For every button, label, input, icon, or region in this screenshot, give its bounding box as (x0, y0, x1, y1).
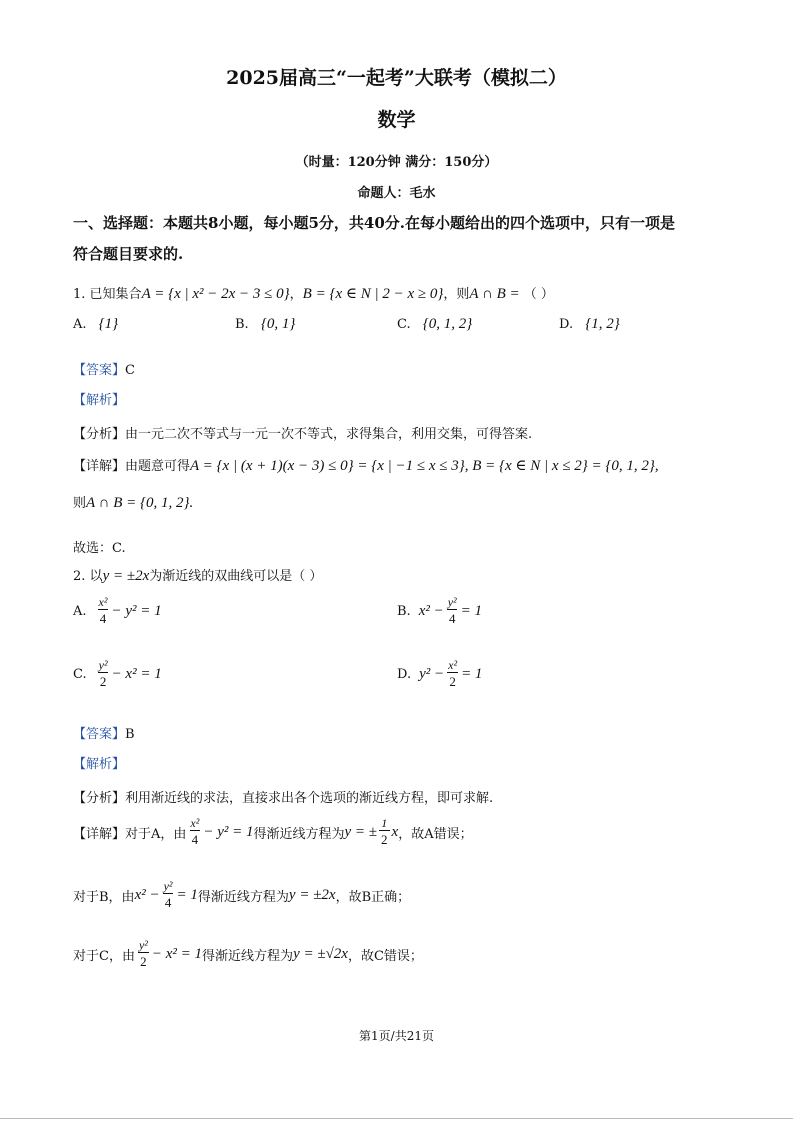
equation-math: y = ±2x (288, 886, 336, 903)
option-label: A. (73, 317, 87, 332)
question-1-answer (73, 359, 135, 378)
question-1-option-a (73, 316, 118, 333)
fraction: $\frac{\text{y²}}{2}$ (98, 658, 108, 689)
fraction: $\frac{\text{y²}}{2}$ (138, 938, 148, 969)
answer-value: B (125, 727, 135, 742)
question-1-analysis (73, 389, 125, 408)
equation-rest: − x² = 1 (111, 665, 162, 682)
option-label: C. (73, 666, 87, 682)
fraction: $\frac{\text{x²}}{2}$ (448, 658, 458, 689)
question-1-stem (73, 283, 554, 303)
detail-text: 对于A，由 (125, 826, 187, 842)
option-value: {0, 1} (260, 316, 296, 332)
answer-tag: 【答案】 (73, 363, 126, 378)
question-1-option-c (397, 316, 472, 333)
fraction: $\frac{1}{2}$ (381, 816, 388, 847)
result-text: 则 (73, 496, 87, 511)
fraction: $\frac{\text{y²}}{4}$ (447, 595, 457, 626)
question-2-fenxi (73, 787, 493, 806)
option-label: B. (235, 317, 249, 332)
detail-text: ，故B正确； (335, 889, 411, 905)
equation-lead: x² − (418, 602, 444, 619)
question-text: 以 (89, 569, 103, 584)
equation-lead: y = ± (344, 823, 378, 840)
question-2-detail-a (73, 817, 473, 847)
question-2-answer (73, 723, 135, 742)
question-1-result (73, 492, 193, 512)
option-value: {0, 1, 2} (422, 316, 473, 332)
detail-text: ，故A错误； (398, 826, 473, 842)
result-math: A ∩ B = {0, 1, 2}. (86, 495, 194, 511)
subject-title: 数学 (377, 109, 416, 131)
intersection-math: A ∩ B = (469, 286, 520, 302)
option-label: D. (397, 666, 412, 682)
equation-rest: = 1 (460, 602, 483, 619)
stem-math: y = ±2x (102, 568, 150, 584)
section-heading-line2: 符合题目要求的. (73, 245, 184, 263)
question-1-conclusion: 故选：C. (73, 541, 126, 556)
fenxi-tag: 【分析】 (73, 791, 126, 806)
question-1-detail (73, 455, 659, 475)
question-2-option-c (73, 659, 162, 689)
question-2-detail-c (73, 939, 423, 969)
fraction: $\frac{\text{x²}}{4}$ (98, 595, 108, 626)
option-value: {1, 2} (585, 316, 620, 332)
equation-tail: x (391, 823, 399, 840)
page-number: 第1页/共21页 (359, 1029, 434, 1043)
detail-text: 得渐近线方程为 (202, 948, 294, 964)
document-title: 2025届高三“一起考”大联考（模拟二） (226, 67, 567, 89)
question-2-option-a (73, 596, 162, 626)
option-value: {1} (98, 316, 119, 332)
fraction: $\frac{\text{y²}}{4}$ (163, 879, 173, 910)
question-number: 1. (73, 287, 86, 302)
set-b-math: B = {x ∈ N | 2 − x ≥ 0} (302, 286, 444, 302)
question-text: 为渐近线的双曲线可以是（ ） (149, 569, 323, 584)
set-a-math: A = {x | x² − 2x − 3 ≤ 0} (141, 286, 290, 302)
question-2-stem (73, 565, 322, 585)
option-label: B. (397, 603, 411, 619)
detail-math: A = {x | (x + 1)(x − 3) ≤ 0} = {x | −1 ≤ x ≤ 3}, B = {x ∈ N | x ≤ 2} = {0, 1, 2}, (190, 458, 659, 474)
question-2-analysis (73, 753, 125, 772)
question-2-option-d (397, 659, 482, 689)
detail-tag: 【详解】 (73, 826, 126, 842)
equation-rest: = 1 (176, 886, 198, 903)
answer-value: C (125, 363, 135, 378)
detail-text: 由题意可得 (125, 459, 191, 474)
detail-text: 对于B，由 (73, 889, 135, 905)
answer-tag: 【答案】 (73, 727, 126, 742)
exam-author: 命题人：毛水 (357, 186, 436, 201)
equation-rest: − y² = 1 (111, 602, 162, 619)
equation-math: y = ±√2x (293, 945, 348, 962)
detail-text: 对于C，由 (73, 948, 135, 964)
page-bottom-divider (0, 1118, 793, 1119)
exam-time-info: （时量：120分钟 满分：150分） (295, 155, 498, 170)
equation-lead: y² − (419, 665, 445, 682)
analysis-tag: 【解析】 (73, 757, 126, 772)
fenxi-text: 利用渐近线的求法，直接求出各个选项的渐近线方程，即可求解. (125, 791, 494, 806)
fenxi-text: 由一元二次不等式与一元一次不等式，求得集合，利用交集，可得答案. (125, 427, 533, 442)
answer-paren: （ ） (523, 287, 554, 302)
option-label: A. (73, 603, 87, 619)
question-number: 2. (73, 569, 86, 584)
fraction: $\frac{\text{x²}}{4}$ (190, 816, 200, 847)
option-label: C. (397, 317, 411, 332)
equation-lead: x² − (134, 886, 160, 903)
question-1-option-b (235, 316, 295, 333)
section-heading-line1: 一、选择题：本题共8小题，每小题5分，共40分.在每小题给出的四个选项中，只有一项是 (73, 214, 675, 232)
question-1-option-d (559, 316, 620, 333)
detail-text: ，故C错误； (347, 948, 423, 964)
question-text: ，则 (443, 287, 470, 302)
question-1-fenxi (73, 423, 532, 442)
analysis-tag: 【解析】 (73, 393, 126, 408)
equation-rest: − y² = 1 (203, 823, 254, 840)
detail-tag: 【详解】 (73, 459, 126, 474)
separator-text: ， (289, 287, 303, 302)
equation-rest: − x² = 1 (151, 945, 203, 962)
question-text: 已知集合 (89, 287, 142, 302)
fenxi-tag: 【分析】 (73, 427, 126, 442)
option-label: D. (559, 317, 574, 332)
question-2-option-b (397, 596, 482, 626)
detail-text: 得渐近线方程为 (197, 889, 289, 905)
detail-text: 得渐近线方程为 (253, 826, 345, 842)
equation-rest: = 1 (461, 665, 483, 682)
question-2-detail-b (73, 880, 410, 910)
